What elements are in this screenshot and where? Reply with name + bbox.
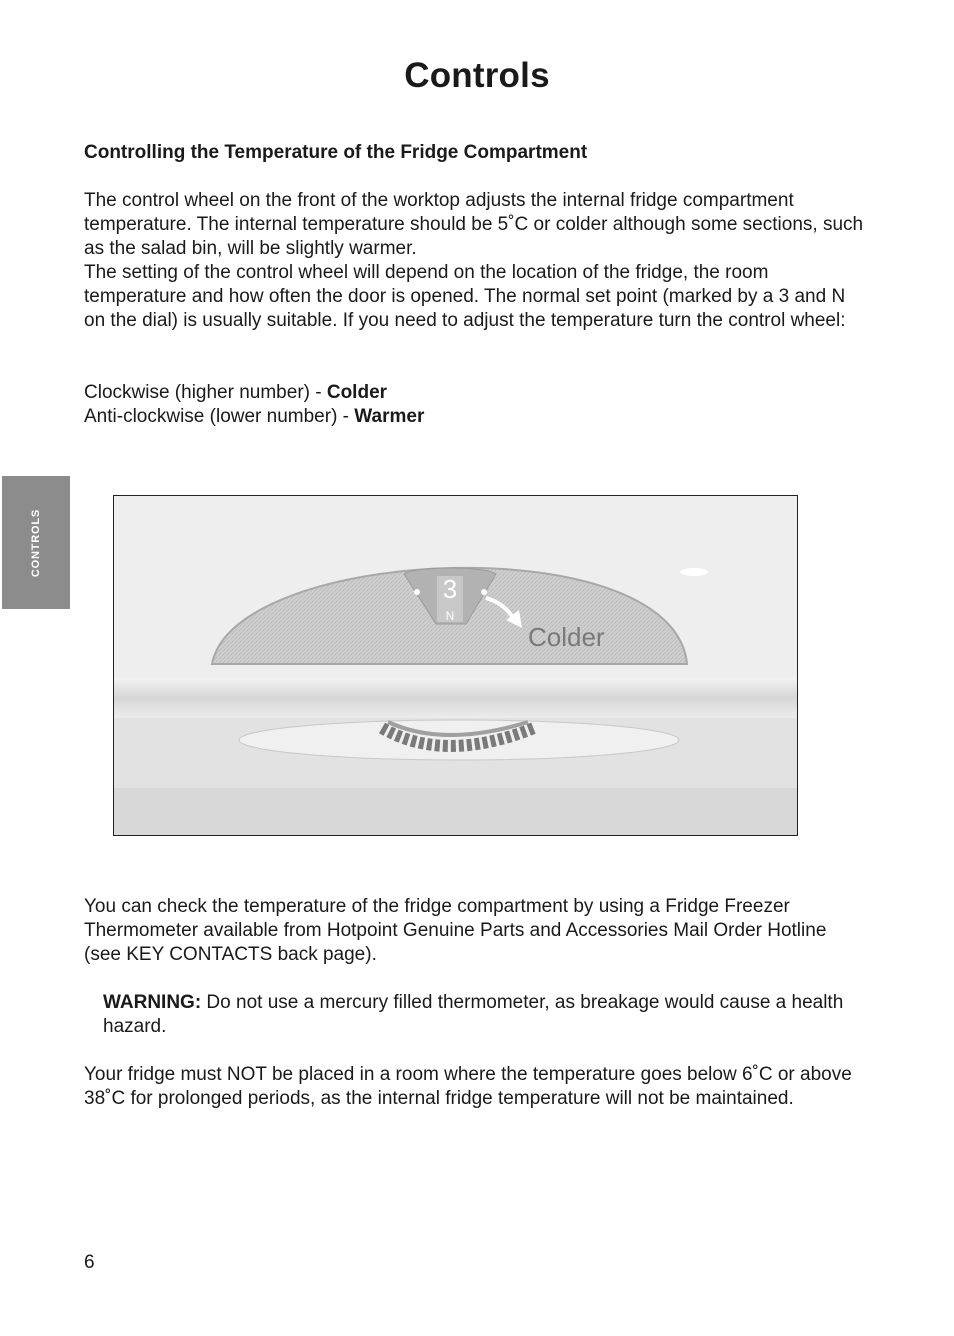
dial-letter: N [445, 609, 455, 623]
direction-clockwise [84, 381, 864, 405]
direction-list [84, 381, 864, 429]
warning-block [103, 991, 863, 1039]
dial-number: 3 [442, 574, 458, 604]
paragraph-control-wheel-setting: The setting of the control wheel will depend on the location of the fridge, the room temperature and how often the door is opened. The normal set point (marked by a 3 and N on the dial) is usually suitable. If you need to adjust the temperature turn the control wheel: [84, 262, 846, 331]
page-number: 6 [84, 1252, 95, 1273]
side-tab-label: CONTROLS [30, 508, 42, 577]
clockwise-prefix: Clockwise (higher number) - [84, 382, 327, 403]
side-tab [2, 476, 70, 609]
paragraph-thermometer: You can check the temperature of the fridge compartment by using a Fridge Freezer Thermometer available from Hotpoint Genuine Parts and Accessories Mail Order Hotline (see KEY CONTACTS back page). [84, 896, 827, 965]
thermometer-section [84, 895, 864, 967]
intro-paragraphs [84, 189, 864, 333]
warning-label: WARNING: [103, 992, 202, 1013]
paragraph-internal-temperature: The control wheel on the front of the worktop adjusts the internal fridge compartment temperature. The internal temperature should be 5˚C or colder although some sections, such as the salad bin, will be slightly warmer. [84, 190, 864, 259]
section-heading: Controlling the Temperature of the Fridge Compartment [84, 142, 588, 163]
control-panel-photo [113, 495, 798, 836]
warning-paragraph [103, 991, 863, 1039]
warning-text: Do not use a mercury filled thermometer, as breakage would cause a health hazard. [103, 992, 844, 1037]
anticlockwise-result: Warmer [354, 406, 425, 427]
anticlockwise-prefix: Anti-clockwise (lower number) - [84, 406, 355, 427]
photo-colder-label: Colder [528, 622, 605, 652]
section-block [84, 141, 864, 165]
direction-anticlockwise [84, 405, 864, 429]
paragraph-room-temperature: Your fridge must NOT be placed in a room where the temperature goes below 6˚C or above 38˚C for prolonged periods, as the internal fridge temperature will not be maintained. [84, 1064, 852, 1109]
page-title: Controls [404, 56, 550, 95]
clockwise-result: Colder [326, 382, 388, 403]
placement-section [84, 1063, 864, 1111]
control-panel-illustration [114, 496, 797, 835]
